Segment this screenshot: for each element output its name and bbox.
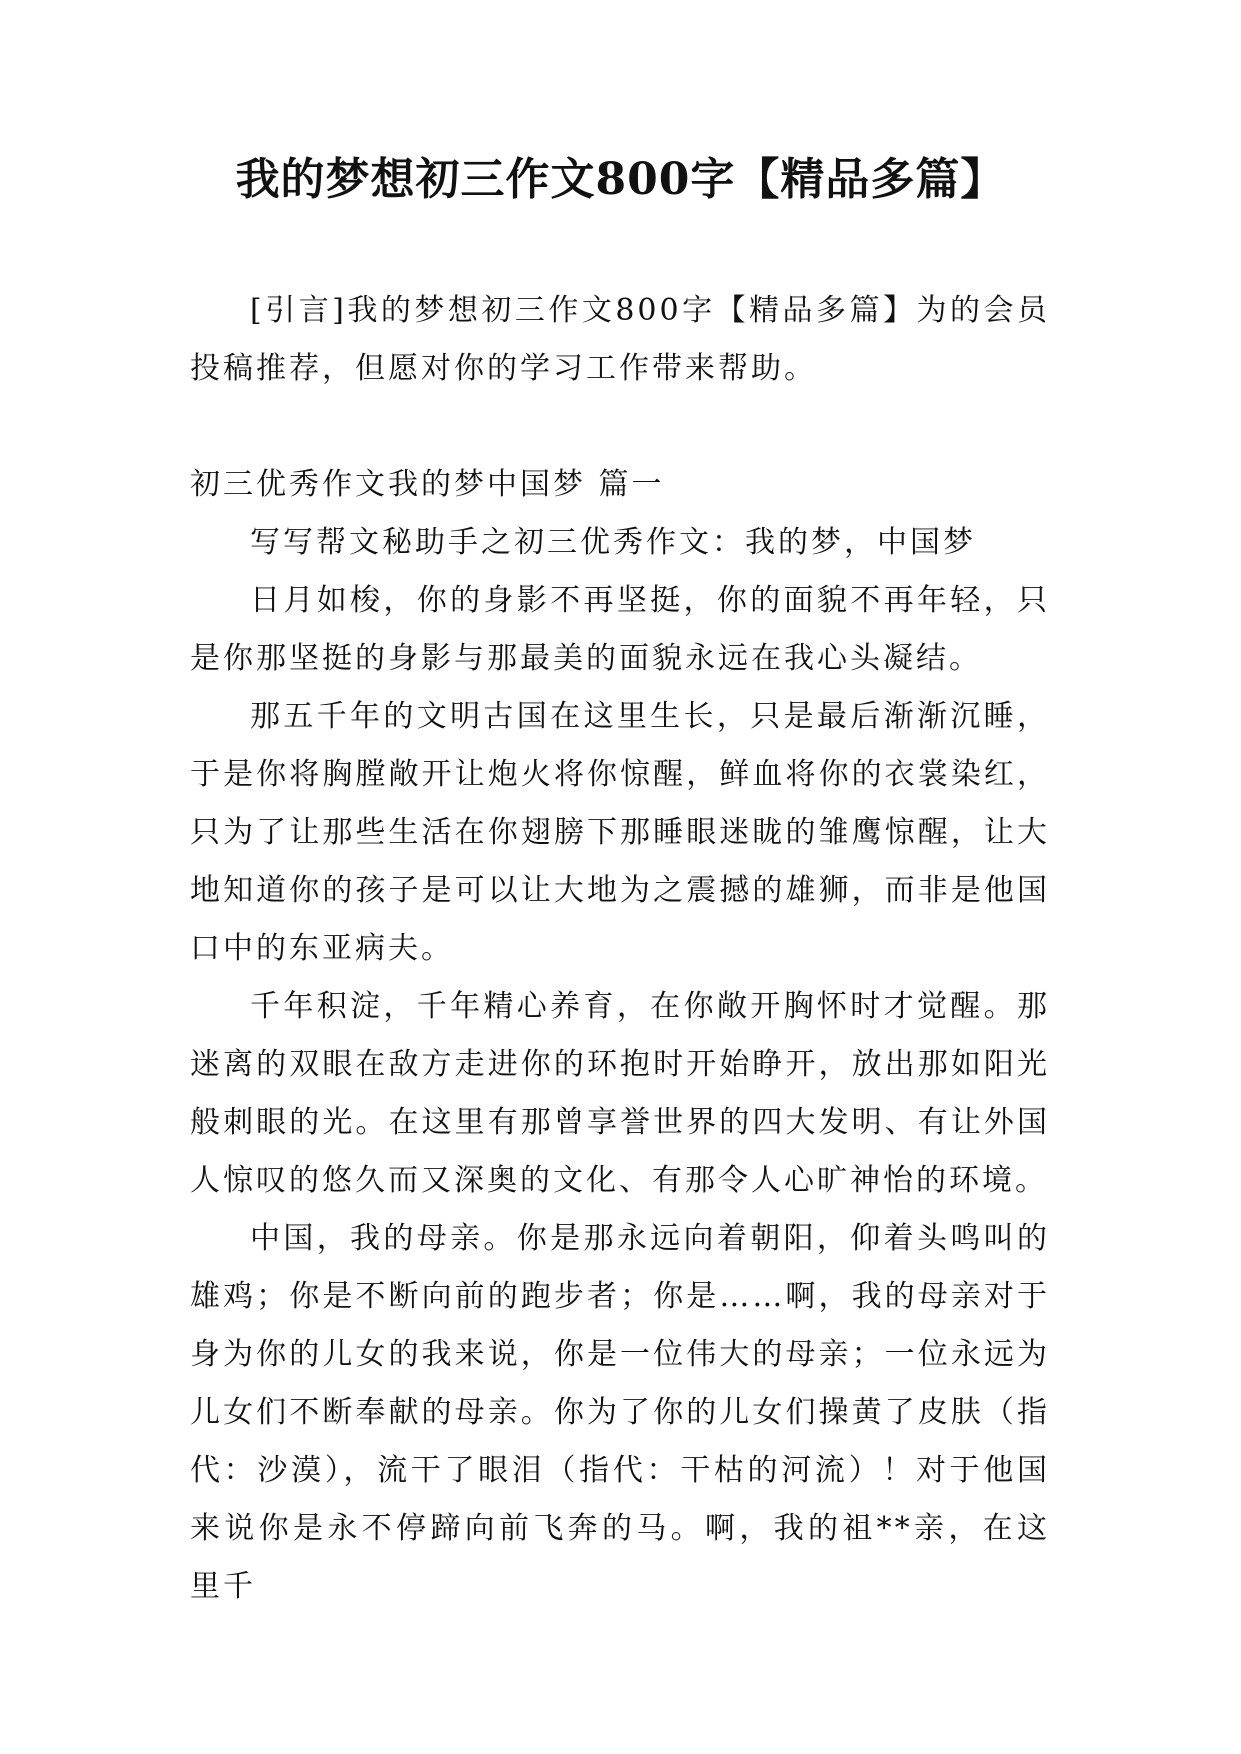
section-heading: 初三优秀作文我的梦中国梦 篇一	[190, 467, 665, 502]
document-title: 我的梦想初三作文800字【精品多篇】	[235, 154, 1006, 205]
body-paragraph-5: 中国，我的母亲。你是那永远向着朝阳，仰着头鸣叫的雄鸡；你是不断向前的跑步者；你是……啊，我的母亲对于身为你的儿女的我来说，你是一位伟大的母亲；一位永远为儿女们不断奉献的母亲。你为了你的儿女们操黄了皮肤（指代：沙漠），流干了眼泪（指代：干枯的河流）！对于他国来说你是永不停蹄向前飞奔的马。啊，我的祖**亲，在这里千	[190, 1221, 1050, 1604]
intro-paragraph: [引言]我的梦想初三作文800字【精品多篇】为的会员投稿推荐，但愿对你的学习工作带来帮助。	[190, 293, 1050, 386]
body-paragraph-3: 那五千年的文明古国在这里生长，只是最后渐渐沉睡，于是你将胸膛敞开让炮火将你惊醒，鲜血将你的衣裳染红，只为了让那些生活在你翅膀下那睡眼迷眬的雏鹰惊醒，让大地知道你的孩子是可以让大地为之震撼的雄狮，而非是他国口中的东亚病夫。	[190, 699, 1050, 966]
body-paragraph-1: 写写帮文秘助手之初三优秀作文：我的梦，中国梦	[250, 525, 976, 560]
document-body	[190, 282, 1050, 1616]
body-paragraph-4: 千年积淀，千年精心养育，在你敞开胸怀时才觉醒。那迷离的双眼在敌方走进你的环抱时开始睁开，放出那如阳光般刺眼的光。在这里有那曾享誉世界的四大发明、有让外国人惊叹的悠久而又深奥的文化、有那令人心旷神怡的环境。	[190, 989, 1050, 1198]
body-paragraph-2: 日月如梭，你的身影不再坚挺，你的面貌不再年轻，只是你那坚挺的身影与那最美的面貌永远在我心头凝结。	[190, 583, 1050, 676]
